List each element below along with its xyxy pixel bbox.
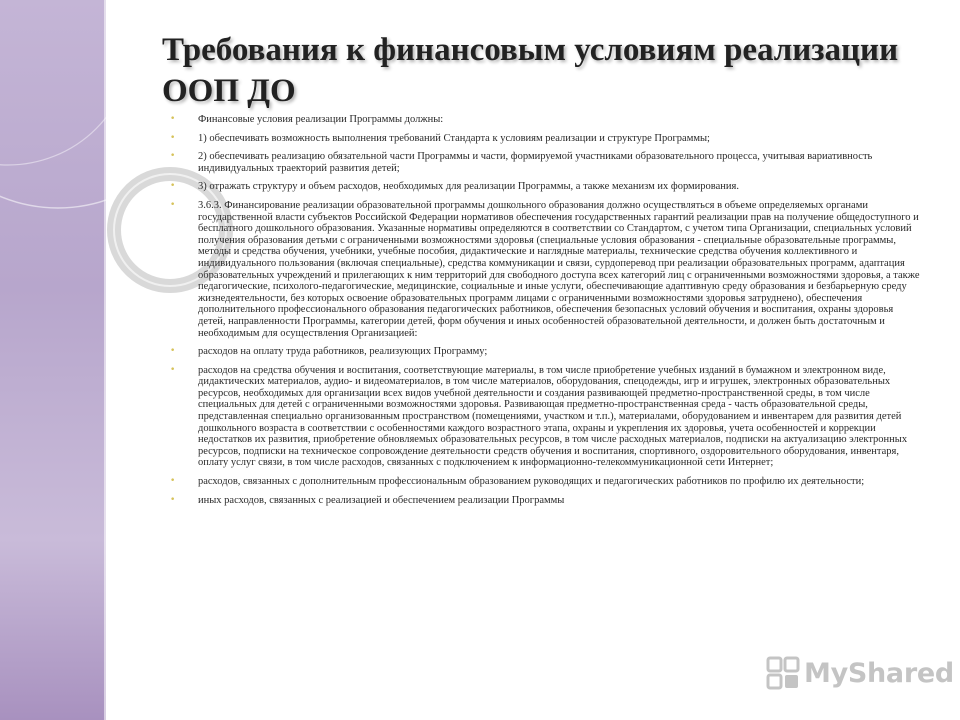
bullet-icon: •	[170, 114, 176, 124]
bullet-icon: •	[170, 181, 176, 192]
bullet-text: расходов на средства обучения и воспитания, соответствующие материалы, в том числе приобретение учебных изданий в бумажном и электронном виде, дидактических материалов, аудио- и видеоматериалов, в том числе материалов, оборудования, спецодежды, игр и игрушек, электронных образовательных ресурсов, необходимых для организации всех видов учебной деятельности и создания развивающей предметно-пространственной среды, в том числе специальных для детей с ограниченными возможностями здоровья. Развивающая предметно-пространственная среда - часть образовательной среды, представленная специально организованным пространством (помещениями, участком и т.п.), материалами, оборудованием и инвентарем для развития детей дошкольного возраста в соответствии с особенностями каждого возрастного этапа, охраны и укрепления их здоровья, учета особенностей и коррекции недостатков их развития, приобретение обновляемых образовательных ресурсов, в том числе расходных материалов, подписки на актуализацию электронных ресурсов, подписки на техническое сопровождение деятельности средств обучения и воспитания, спортивного, оздоровительного оборудования, инвентаря, оплату услуг связи, в том числе расходов, связанных с подключением к информационно-телекоммуникационной сети Интернет;	[198, 364, 908, 469]
myshared-logo-icon	[766, 656, 800, 690]
bullet-icon: •	[170, 494, 176, 505]
bullet-icon: •	[170, 364, 176, 375]
slide-title: Требования к финансовым условиям реализации ООП ДО	[162, 32, 899, 109]
myshared-watermark[interactable]	[766, 656, 954, 690]
list-item	[168, 181, 923, 193]
bullet-list	[168, 114, 923, 513]
list-item	[168, 365, 923, 469]
bullet-text: 1) обеспечивать возможность выполнения требований Стандарта к условиям реализации и структуре Программы;	[198, 132, 710, 144]
list-item	[168, 200, 923, 339]
bullet-text: 3) отражать структуру и объем расходов, необходимых для реализации Программы, а также механизм их формирования.	[198, 181, 739, 193]
list-item	[168, 151, 923, 174]
bullet-text: расходов на оплату труда работников, реализующих Программу;	[198, 346, 488, 358]
bullet-text: иных расходов, связанных с реализацией и обеспечением реализации Программы	[198, 494, 565, 506]
watermark-text: MyShared	[804, 657, 954, 689]
bullet-icon: •	[170, 346, 176, 357]
bullet-icon: •	[170, 132, 176, 143]
list-item	[168, 476, 923, 488]
bullet-text: 2) обеспечивать реализацию обязательной части Программы и части, формируемой участниками образовательного процесса, учитывая вариативность индивидуальных траекторий развития детей;	[198, 151, 873, 174]
bullet-text: Финансовые условия реализации Программы должны:	[198, 114, 444, 125]
list-item	[168, 114, 923, 126]
list-item	[168, 346, 923, 358]
bullet-text: расходов, связанных с дополнительным профессиональным образованием руководящих и педагогических работников по профилю их деятельности;	[198, 476, 865, 488]
bullet-icon: •	[170, 199, 176, 210]
bullet-icon: •	[170, 151, 176, 162]
bullet-text: 3.6.3. Финансирование реализации образовательной программы дошкольного образования должно осуществляться в объеме определяемых органами государственной власти субъектов Российской Федерации нормативов обеспечения государственных гарантий реализации прав на получение общедоступного и бесплатного дошкольного образования. Указанные нормативы определяются в соответствии со Стандартом, с учетом типа Организации, специальных условий получения образования детьми с ограниченными возможностями здоровья (специальные условия образования - специальные образовательные программы, методы и средства обучения, учебники, учебные пособия, дидактические и наглядные материалы, технические средства обучения коллективного и индивидуального пользования (включая специальные), средства коммуникации и связи, сурдоперевод при реализации образовательных программ, адаптация образовательных учреждений и прилегающих к ним территорий для свободного доступа всех категорий лиц с ограниченными возможностями здоровья, а также педагогические, психолого-педагогические, медицинские, социальные и иные услуги, обеспечивающие адаптивную среду образования и безбарьерную среду жизнедеятельности, без которых освоение образовательных программ лицами с ограниченными возможностями здоровья затруднено), обеспечения дополнительного профессионального образования педагогических работников, обеспечения безопасных условий обучения и воспитания, охраны здоровья детей, направленности Программы, категории детей, форм обучения и иных особенностей образовательной деятельности, и должен быть достаточным и необходимым для осуществления Организацией:	[198, 199, 920, 339]
list-item	[168, 133, 923, 145]
list-item	[168, 495, 923, 507]
bullet-icon: •	[170, 476, 176, 487]
